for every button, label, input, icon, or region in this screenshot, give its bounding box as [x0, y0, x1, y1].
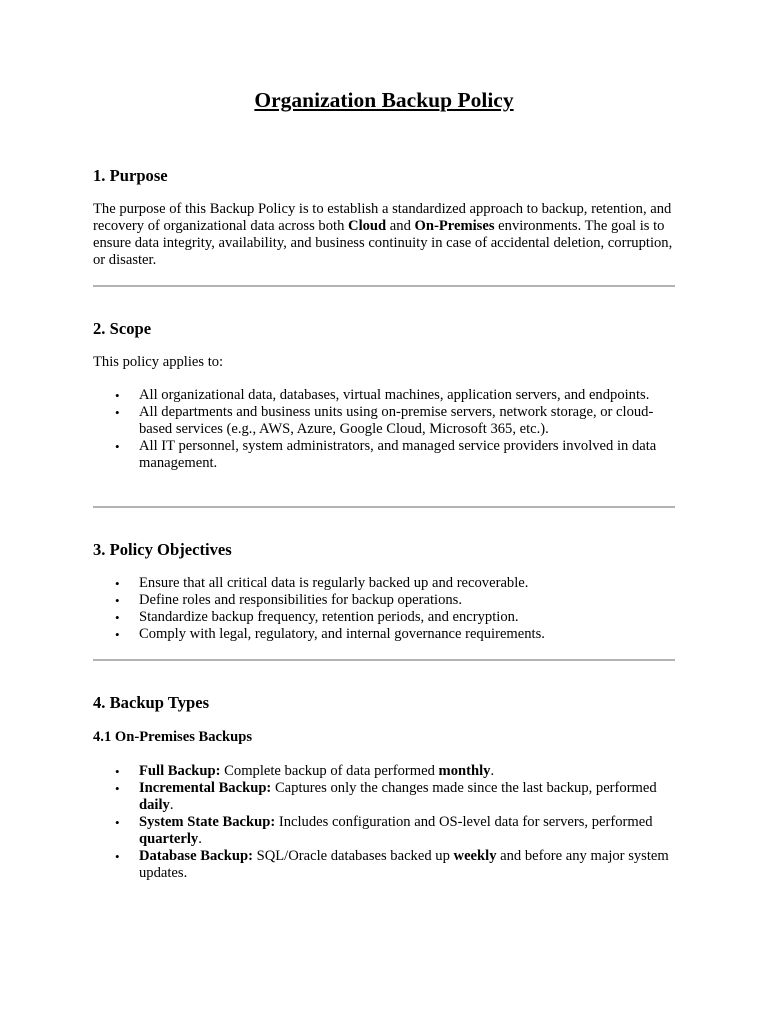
- purpose-paragraph: [93, 201, 675, 269]
- list-item: • Comply with legal, regulatory, and internal governance requirements.: [139, 626, 675, 643]
- purpose-bold-onprem: On-Premises: [414, 218, 495, 234]
- backup-term: System State Backup:: [139, 814, 276, 830]
- backup-frequency: weekly: [453, 848, 497, 864]
- section-objectives: [93, 540, 675, 643]
- list-item: • All IT personnel, system administrators, and managed service providers involved in data management.: [139, 438, 675, 472]
- purpose-bold-cloud: Cloud: [348, 218, 387, 234]
- list-item: • All organizational data, databases, virtual machines, application servers, and endpoints.: [139, 387, 675, 404]
- section-divider: [93, 285, 675, 287]
- objectives-list: [93, 575, 675, 643]
- backup-term: Incremental Backup:: [139, 780, 272, 796]
- section-purpose: [93, 166, 675, 269]
- section-heading-purpose: 1. Purpose: [93, 166, 168, 185]
- subsection-heading-onprem: 4.1 On-Premises Backups: [93, 729, 253, 745]
- backup-frequency: daily: [139, 797, 170, 813]
- list-item: • Define roles and responsibilities for backup operations.: [139, 592, 675, 609]
- backup-types-list: [93, 763, 675, 882]
- section-heading-objectives: 3. Policy Objectives: [93, 540, 232, 559]
- backup-desc: SQL/Oracle databases backed up: [252, 848, 454, 864]
- purpose-text-2: environments. The goal is to ensure data integrity, availability, and business continuity in case of accidental deletion, corruption, or disaster.: [93, 218, 673, 268]
- backup-frequency: quarterly: [139, 831, 199, 847]
- scope-intro: This policy applies to:: [93, 354, 224, 370]
- section-heading-scope: 2. Scope: [93, 319, 152, 338]
- scope-list: [93, 387, 675, 472]
- backup-desc: Complete backup of data performed: [220, 763, 439, 779]
- list-item: [139, 814, 675, 848]
- backup-desc: Captures only the changes made since the last backup, performed: [271, 780, 657, 796]
- list-item: • Standardize backup frequency, retention periods, and encryption.: [139, 609, 675, 626]
- list-item: [139, 763, 675, 780]
- list-item: • All departments and business units using on-premise servers, network storage, or cloud-based services (e.g., AWS, Azure, Google Cloud, Microsoft 365, etc.).: [139, 404, 675, 438]
- section-divider: [93, 659, 675, 661]
- list-item: [139, 848, 675, 882]
- backup-tail: .: [198, 831, 202, 847]
- backup-term: Full Backup:: [139, 763, 221, 779]
- backup-frequency: monthly: [438, 763, 491, 779]
- purpose-text-and: and: [386, 218, 415, 234]
- section-heading-backup-types: 4. Backup Types: [93, 693, 210, 712]
- list-item: [139, 780, 675, 814]
- backup-tail: and before any major system updates.: [139, 848, 669, 881]
- backup-desc: Includes configuration and OS-level data for servers, performed: [275, 814, 653, 830]
- section-divider: [93, 506, 675, 508]
- section-backup-types: [93, 693, 675, 882]
- backup-term: Database Backup:: [139, 848, 253, 864]
- purpose-text-1: The purpose of this Backup Policy is to establish a standardized approach to backup, retention, and recovery of organizational data across both: [93, 201, 672, 234]
- list-item: • Ensure that all critical data is regularly backed up and recoverable.: [139, 575, 675, 592]
- document-title: Organization Backup Policy: [254, 88, 514, 112]
- backup-tail: .: [490, 763, 495, 779]
- section-scope: [93, 319, 675, 472]
- backup-tail: .: [169, 797, 174, 813]
